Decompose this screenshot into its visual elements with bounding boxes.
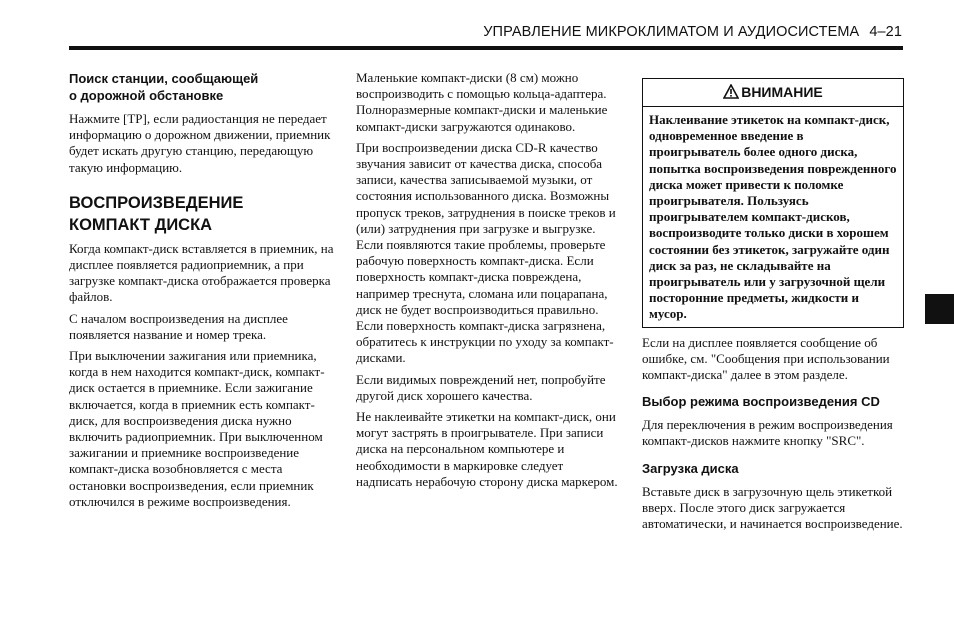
traffic-heading-line2: о дорожной обстановке [69,88,224,103]
disc-loading-text: Вставьте диск в загрузочную щель этикеткой вверх. После этого диск загружается автоматически, и начинается воспроизведение. [642,483,903,532]
warning-title: ВНИМАНИЕ [741,84,823,100]
paragraph: С началом воспроизведения на дисплее появляется название и номер трека. [69,310,288,342]
cd-heading-line2: КОМПАКТ ДИСКА [69,215,213,234]
paragraph: Когда компакт-диск вставляется в приемник, на дисплее появляется радиоприемник, а при загрузке компакт-диска отображается проверка файлов. [69,240,334,305]
paragraph: При выключении зажигания или приемника, когда в нем находится компакт-диск, компакт-диск остается в приемнике. Если зажигание включается, когда в приемник есть компакт-диск, для воспроизведения диска нужно включить радиоприемник. При выключенном зажигании и приемнике воспроизведение компакт-диска возобновляется с места остановки воспроизведения, если приемник отключился в режиме воспроизведения. [69,348,325,509]
paragraph: Если видимых повреждений нет, попробуйте другой диск хорошего качества. [356,371,606,403]
section-title: УПРАВЛЕНИЕ МИКРОКЛИМАТОМ И АУДИОСИСТЕМА [483,24,860,40]
disc-loading-heading: Загрузка диска [642,460,739,476]
traffic-search-heading [69,70,335,104]
paragraph: Маленькие компакт-диски (8 см) можно воспроизводить с помощью кольца-адаптера. Полноразмерные компакт-диски и маленькие компакт-диски загружаются одинаково. [356,70,608,134]
column-middle [356,70,618,495]
column-left [69,70,335,515]
traffic-heading-line1: Поиск станции, сообщающей [69,71,259,86]
page-number: 4–21 [869,24,902,40]
traffic-search-text: Нажмите [TP], если радиостанция не передает информацию о дорожном движении, приемник будет искать другую станцию, передающую такую информацию. [69,111,331,175]
page-header [483,24,902,40]
mode-select-text: Для переключения в режим воспроизведения компакт-дисков нажмите кнопку "SRC". [642,417,893,449]
paragraph: При воспроизведении диска CD-R качество звучания зависит от качества диска, способа записи, качества записываемой музыки, от состояния использованного диска. Возможны пропуск треков, затруднения в поиске треков и (или) затруднения при загрузке и выгрузке. Если появляются такие проблемы, проверьте рабочую поверхность компакт-диска. Если поверхность компакт-диска повреждена, например треснута, сломана или поцарапана, диск не будет воспроизводиться правильно. Если поверхность компакт-диска загрязнена, обратитесь к инструкции по уходу за компакт-дисками. [356,139,616,366]
warning-triangle-icon [723,81,739,108]
cd-heading-line1: ВОСПРОИЗВЕДЕНИЕ [69,193,244,212]
mode-select-heading: Выбор режима воспроизведения CD [642,394,880,410]
column-right [642,70,904,537]
cd-playback-heading [69,192,335,236]
header-rule [69,46,903,50]
paragraph: Не наклеивайте этикетки на компакт-диск, они могут застрять в проигрывателе. При записи диска на персональном компьютере и необходимости в маркировке следует надписать нерабочую сторону диска маркером. [356,409,618,489]
chapter-tab-marker [925,294,954,324]
paragraph: Если на дисплее появляется сообщение об ошибке, см. "Сообщения при использовании компакт-диска" далее в этом разделе. [642,334,890,383]
warning-box [642,78,904,328]
warning-text: Наклеивание этикеток на компакт-диск, одновременное введение в проигрыватель более одного диска, попытка воспроизведения поврежденного диска может привести к поломке проигрывателя. Пользуясь проигрывателем компакт-дисков, воспроизводите только диски в хорошем состоянии без этикеток, загружайте один диск за раз, не складывайте на проигрыватель или у загрузочной щели посторонние предметы, жидкости и мусор. [649,112,897,322]
warning-title-bar [643,79,903,107]
